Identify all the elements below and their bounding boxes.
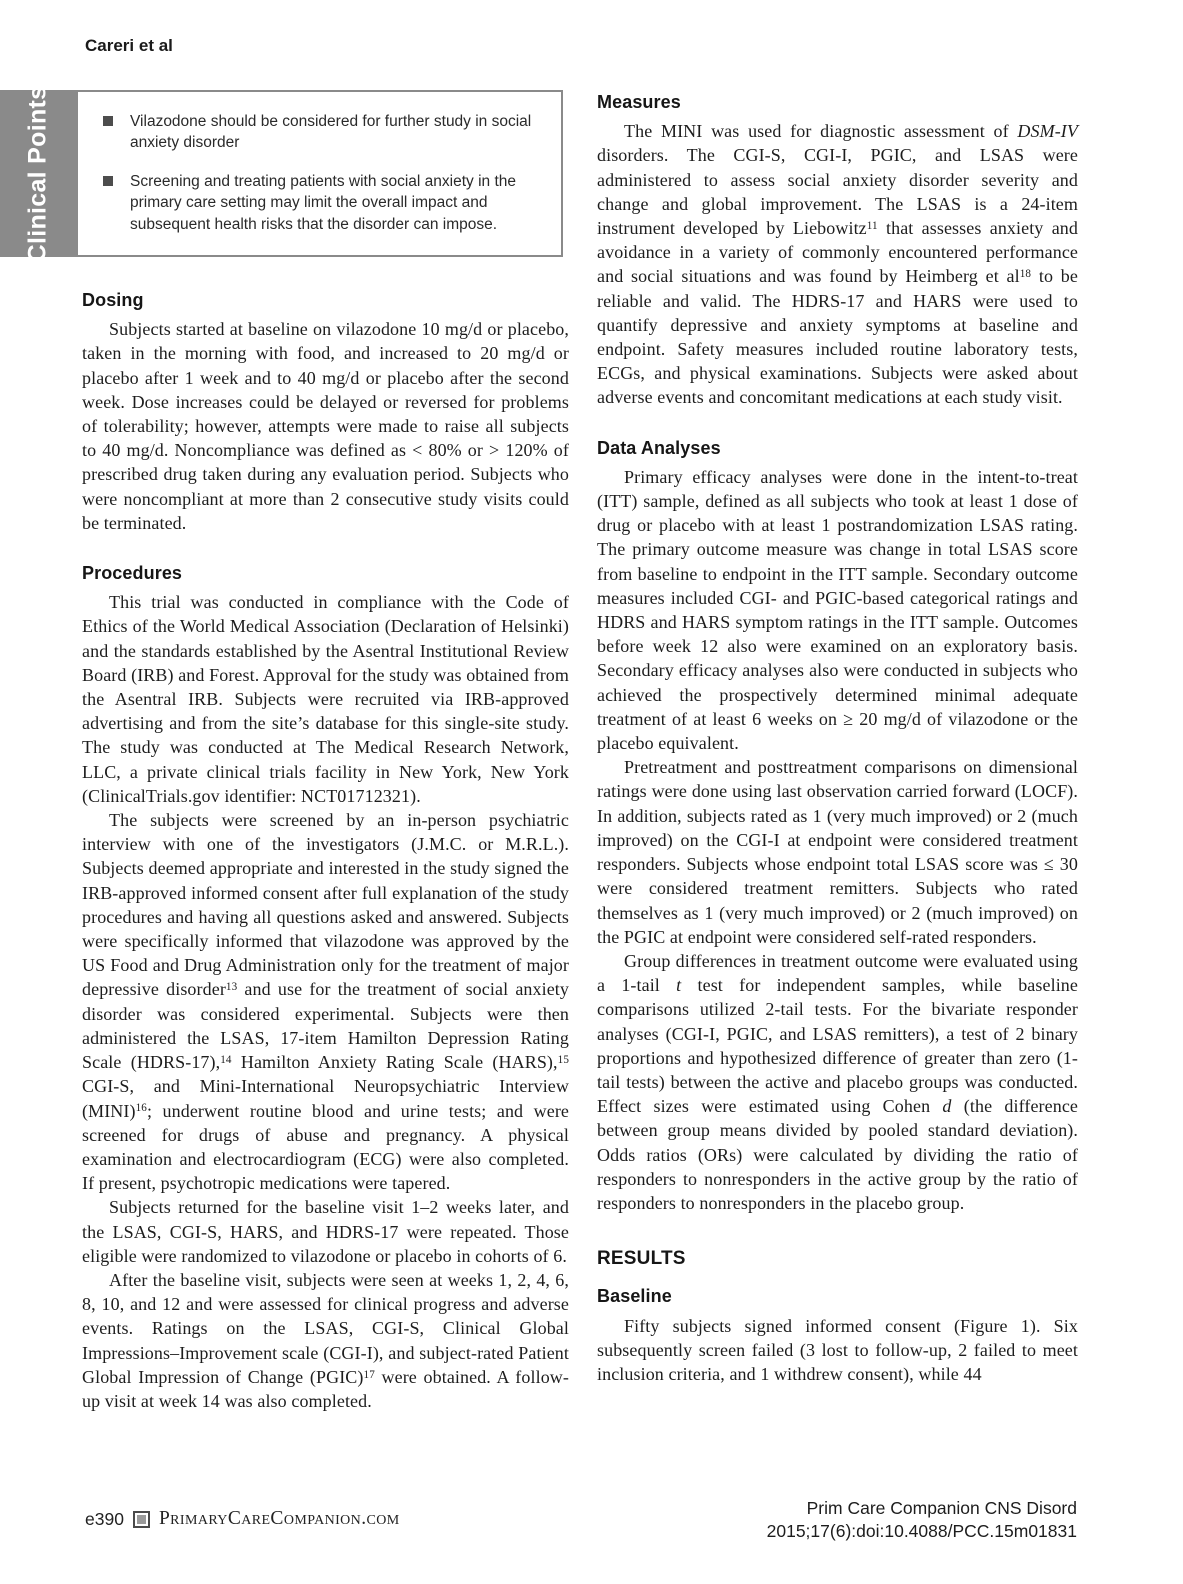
section-dosing: [82, 288, 569, 535]
section-data-analyses: [597, 436, 1078, 1216]
section-heading-data-analyses: Data Analyses: [597, 437, 721, 458]
clinical-points-box: [0, 85, 563, 262]
clinical-point-text: Vilazodone should be considered for further study in social anxiety disorder: [130, 113, 532, 152]
section-heading-results: RESULTS: [597, 1248, 686, 1270]
footer-citation-line1: Prim Care Companion CNS Disord: [806, 1498, 1077, 1518]
section-heading-procedures: Procedures: [82, 563, 183, 584]
section-heading-dosing: Dosing: [82, 290, 144, 310]
footer-citation-line2: 2015;17(6):doi:10.4088/PCC.15m01831: [766, 1521, 1077, 1541]
footer-citation: [767, 1497, 1077, 1543]
footer-page-number: e390: [85, 1508, 124, 1529]
square-bullet-icon: [103, 176, 113, 186]
paragraph: The subjects were screened by an in-person psychiatric interview with one of the investigators (J.M.C. or M.R.L.). Subjects deemed appropriate and interested in the study signed the IRB-approved informed consent after full explanation of the study procedures and having all questions asked and answered. Subjects were specifically informed that vilazodone was approved by the US Food and Drug Administration only for the treatment of major depressive disorder$^{13}$ and use for the treatment of social anxiety disorder was considered experimental. Subjects were then administered the LSAS, 17-item Hamilton Depression Rating Scale (HDRS-17),$^{14}$ Hamilton Anxiety Rating Scale (HARS),$^{15}$ CGI-S, and Mini-International Neuropsychiatric Interview (MINI)$^{16}$; underwent routine blood and urine tests; and were screened for drugs of abuse and pregnancy. A physical examination and electrocardiogram (ECG) were also completed. If present, psychotropic medications were tapered.: [82, 810, 569, 1194]
running-head: Careri et al: [85, 36, 173, 55]
journal-logo-icon: [133, 1511, 150, 1528]
section-procedures: [82, 561, 569, 1413]
paragraph: Group differences in treatment outcome were evaluated using a 1-tail t test for independent samples, while baseline comparisons utilized 2-tail tests. For the bivariate responder analyses (CGI-I, PGIC, and LSAS remitters), a test of 2 binary proportions and hypothesized difference of greater than zero (1-tail tests) between the active and placebo groups was conducted. Effect sizes were estimated using Cohen d (the difference between group means divided by pooled standard deviation). Odds ratios (ORs) were calculated by dividing the ratio of responders to nonresponders in the active group by the ratio of responders to nonresponders in the placebo group.: [597, 950, 1079, 1213]
paragraph: Subjects started at baseline on vilazodone 10 mg/d or placebo, taken in the morning with food, and increased to 20 mg/d or placebo after 1 week and to 40 mg/d or placebo after the second week. Dose increases could be delayed or reversed for problems of tolerability; however, attempts were made to raise all subjects to 40 mg/d. Noncompliance was defined as < 80% or > 120% of prescribed drug taken during any evaluation period. Subjects who were noncompliant at more than 2 consecutive study visits could be terminated.: [82, 319, 569, 533]
clinical-point-item: [103, 111, 547, 154]
paragraph: This trial was conducted in compliance with the Code of Ethics of the World Medical Association (Declaration of Helsinki) and the standards established by the Asentral Institutional Review Board (IRB) and Forest. Approval for the study was obtained from the Asentral IRB. Subjects were recruited via IRB-approved advertising and from the site’s database for this single-site study. The study was conducted at The Medical Research Network, LLC, a private clinical trials facility in New York, New York (ClinicalTrials.gov identifier: NCT01712321).: [82, 592, 569, 806]
clinical-points-panel: [76, 90, 563, 257]
section-measures: [597, 90, 1078, 410]
column-left: [82, 288, 569, 1413]
section-heading-baseline: Baseline: [597, 1286, 672, 1307]
paragraph: Primary efficacy analyses were done in the intent-to-treat (ITT) sample, defined as all subjects who took at least 1 dose of drug or placebo with at least 1 postrandomization LSAS rating. The primary outcome measure was change in total LSAS score from baseline to endpoint in the ITT sample. Secondary outcome measures included CGI- and PGIC-based categorical ratings and HDRS and HARS symptom ratings in the ITT sample. Outcomes before week 12 also were examined on an exploratory basis. Secondary efficacy analyses also were conducted in subjects who achieved the prospectively determined minimal adequate treatment of at least 6 weeks on ≥ 20 mg/d of vilazodone or the placebo equivalent.: [597, 466, 1078, 754]
paragraph: Subjects returned for the baseline visit 1–2 weeks later, and the LSAS, CGI-S, HARS, and HDRS-17 were repeated. Those eligible were randomized to vilazodone or placebo in cohorts of 6.: [82, 1197, 569, 1266]
clinical-points-strip: [0, 85, 76, 262]
paragraph: Pretreatment and posttreatment comparisons on dimensional ratings were done using last observation carried forward (LOCF). In addition, subjects rated as 1 (very much improved) or 2 (much improved) on the CGI-I at endpoint were considered treatment responders. Subjects whose endpoint total LSAS score was ≤ 30 were considered treatment remitters. Subjects who rated themselves as 1 (very much improved) or 2 (much improved) on the PGIC at endpoint were considered self-rated responders.: [597, 757, 1078, 947]
clinical-point-item: [103, 171, 547, 235]
paragraph: The MINI was used for diagnostic assessment of DSM-IV disorders. The CGI-S, CGI-I, PGIC, and LSAS were administered to assess social anxiety disorder severity and change and global improvement. The LSAS is a 24-item instrument developed by Liebowitz$^{11}$ that assesses anxiety and avoidance in a variety of commonly encountered performance and social situations and was found by Heimberg et $al^{18}$ to be reliable and valid. The HDRS-17 and HARS were used to quantify depressive and anxiety symptoms at baseline and endpoint. Safety measures included routine laboratory tests, ECGs, and physical examinations. Subjects were asked about adverse events and concomitant medications at each study visit.: [597, 121, 1079, 408]
footer-site-name: PrimaryCareCompanion.com: [158, 1508, 400, 1529]
column-right: [597, 90, 1078, 1386]
square-bullet-icon: [103, 116, 113, 126]
clinical-points-label: Clinical Points: [23, 85, 52, 262]
paragraph: Fifty subjects signed informed consent (Figure 1). Six subsequently screen failed (3 lost to follow-up, 2 failed to meet inclusion criteria, and 1 withdrew consent), while 44: [597, 1315, 1078, 1384]
clinical-point-text: Screening and treating patients with social anxiety in the primary care setting may limit the overall impact and subsequent health risks that the disorder can impose.: [130, 172, 517, 233]
section-results: [597, 1247, 1078, 1386]
footer-left: [85, 1508, 400, 1530]
paragraph: After the baseline visit, subjects were seen at weeks 1, 2, 4, 6, 8, 10, and 12 and were assessed for clinical progress and adverse events. Ratings on the LSAS, CGI-S, Clinical Global Impressions–Improvement scale (CGI-I), and subject-rated Patient Global Impression of Change (PGIC)$^{17}$ were obtained. A follow-up visit at week 14 was also completed.: [82, 1269, 569, 1411]
section-heading-measures: Measures: [597, 92, 681, 112]
